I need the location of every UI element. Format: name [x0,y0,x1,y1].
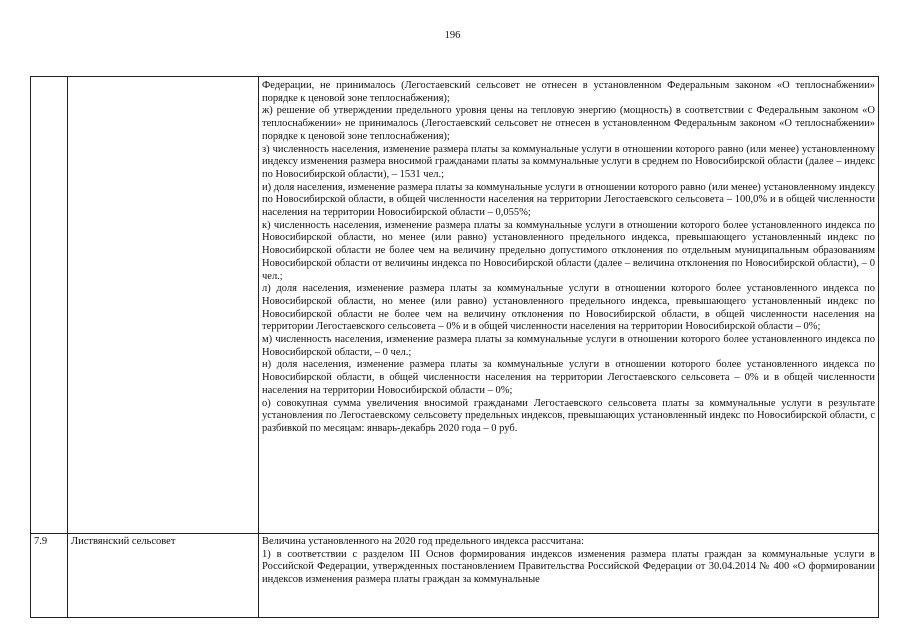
paragraph: 1) в соответствии с разделом III Основ формирования индексов изменения размера платы граждан за коммунальные услуги в Российской Федерации, утвержденных постановлением Правительства Российской Федерации от 30.04.2014 № 400 «О формировании индексов изменения размера платы граждан за коммунальные [262,548,875,586]
paragraph: и) доля населения, изменение размера платы за коммунальные услуги в отношении которого равно (или менее) установленному индексу по Новосибирской области, в общей численности населения на территории Легостаевского сельсовета – 100,0% и в общей численности населения на территории Новосибирской области – 0,055%; [262,181,875,219]
paragraph: к) численность населения, изменение размера платы за коммунальные услуги в отношении которого более установленного индекса по Новосибирской области, но менее (или равно) установленного предельного индекса, превышающего установленный индекс по Новосибирской области не более чем на величину предельно допустимого отклонения по отдельным муниципальным образованиям Новосибирской области от величины индекса по Новосибирской области (далее – величина отклонения по Новосибирской области), – 0 чел.; [262,219,875,282]
municipality-name-cell: Листвянский сельсовет [68,534,259,618]
paragraph: ж) решение об утверждении предельного уровня цены на тепловую энергию (мощность) в соответствии с Федеральным законом «О теплоснабжении» не принималось (Легостаевский сельсовет не отнесен в установленном Федеральным законом «О теплоснабжении» порядке к ценовой зоне теплоснабжения); [262,105,875,142]
document-table [30,76,879,618]
paragraph: л) доля населения, изменение размера платы за коммунальные услуги в отношении которого более установленного индекса по Новосибирской области, но менее (или равно) установленного предельного индекса, превышающего установленный индекс по Новосибирской области не более чем на величину отклонения по Новосибирской области, в общей численности населения на территории Легостаевского сельсовета – 0% и в общей численности населения на территории Новосибирской области – 0%; [262,283,875,333]
paragraph: м) численность населения, изменение размера платы за коммунальные услуги в отношении которого более установленного индекса по Новосибирской области, – 0 чел.; [262,334,875,358]
row-number-cell: 7.9 [31,534,68,618]
paragraph: н) доля населения, изменение размера платы за коммунальные услуги в отношении которого более установленного индекса по Новосибирской области, в общей численности населения на территории Легостаевского сельсовета – 0% и в общей численности населения на территории Новосибирской области – 0%; [262,359,875,396]
paragraph: о) совокупная сумма увеличения вносимой гражданами Легостаевского сельсовета платы за коммунальные услуги в результате установления по Легостаевскому сельсовету предельных индексов, превышающих установленный индекс по Новосибирской области, с разбивкой по месяцам: январь-декабрь 2020 года – 0 руб. [262,397,875,434]
row-number-cell [31,77,68,534]
paragraph: Величина установленного на 2020 год предельного индекса рассчитана: [262,536,584,547]
paragraph: з) численность населения, изменение размера платы за коммунальные услуги в отношении которого равно (или менее) установленному индексу изменения размера вносимой гражданами платы за коммунальные услуги в среднем по Новосибирской области (далее – индекс по Новосибирской области), – 1531 чел.; [262,143,875,180]
table-row [31,77,879,534]
table-row [31,534,879,618]
page-number: 196 [444,30,461,41]
paragraph: Федерации, не принималось (Легостаевский сельсовет не отнесен в установленном Федеральным законом «О теплоснабжении» порядке к ценовой зоне теплоснабжения); [262,80,875,104]
description-cell [259,534,879,618]
description-cell [259,77,879,534]
municipality-name-cell [68,77,259,534]
